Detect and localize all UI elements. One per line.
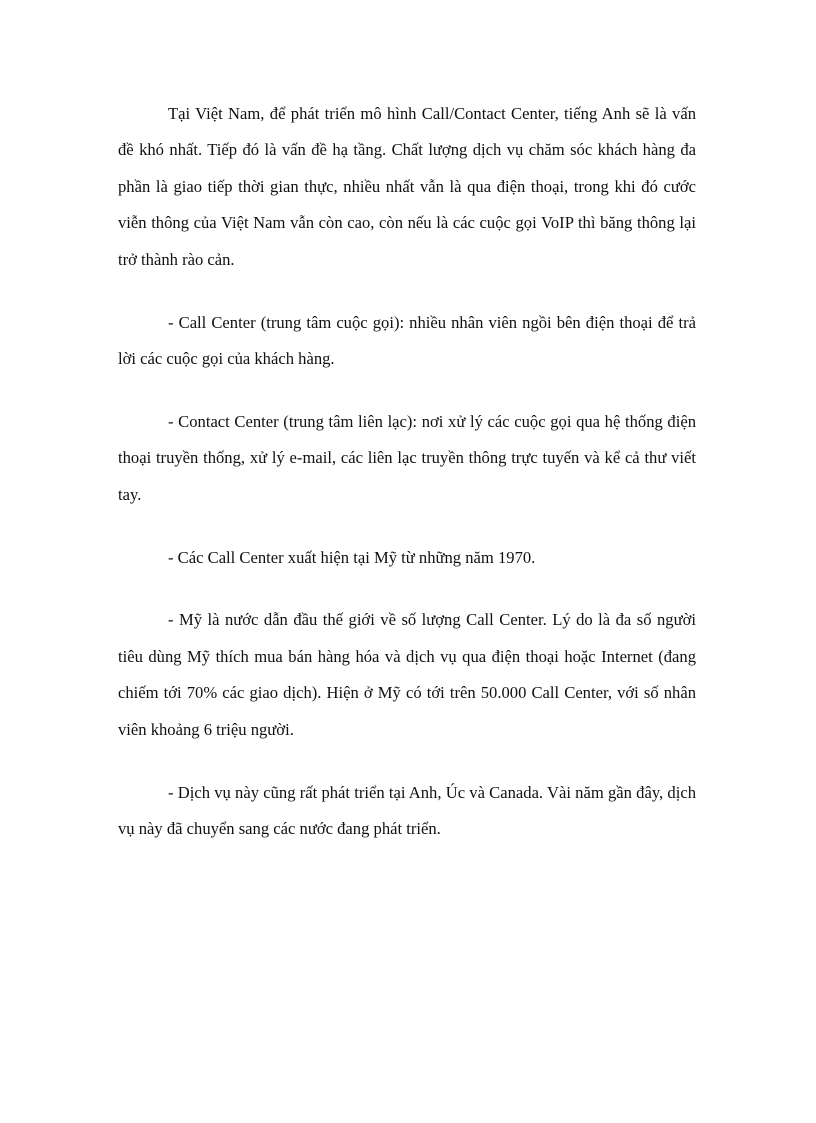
paragraph-intro: Tại Việt Nam, để phát triển mô hình Call/Contact Center, tiếng Anh sẽ là vấn đề khó nhất. Tiếp đó là vấn đề hạ tầng. Chất lượng dịch vụ chăm sóc khách hàng đa phần là giao tiếp thời gian thực, nhiều nhất vẫn là qua điện thoại, trong khi đó cước viễn thông của Việt Nam vẫn còn cao, còn nếu là các cuộc gọi VoIP thì băng thông lại trở thành rào cản. [118,104,696,269]
paragraph-call-center: - Call Center (trung tâm cuộc gọi): nhiều nhân viên ngồi bên điện thoại để trả lời các cuộc gọi của khách hàng. [118,312,696,368]
paragraph-us-market: - Mỹ là nước dẫn đầu thế giới về số lượng Call Center. Lý do là đa số người tiêu dùng Mỹ thích mua bán hàng hóa và dịch vụ qua điện thoại hoặc Internet (đang chiếm tới 70% các giao dịch). Hiện ở Mỹ có tới trên 50.000 Call Center, với số nhân viên khoảng 6 triệu người. [118,610,696,739]
paragraph-history: - Các Call Center xuất hiện tại Mỹ từ những năm 1970. [168,547,536,567]
paragraph-other-countries: - Dịch vụ này cũng rất phát triển tại Anh, Úc và Canada. Vài năm gần đây, dịch vụ này đã chuyển sang các nước đang phát triển. [118,782,696,838]
paragraph-contact-center: - Contact Center (trung tâm liên lạc): nơi xử lý các cuộc gọi qua hệ thống điện thoại truyền thống, xử lý e-mail, các liên lạc truyền thông trực tuyến và kể cả thư viết tay. [118,411,696,504]
document-page [118,96,696,874]
